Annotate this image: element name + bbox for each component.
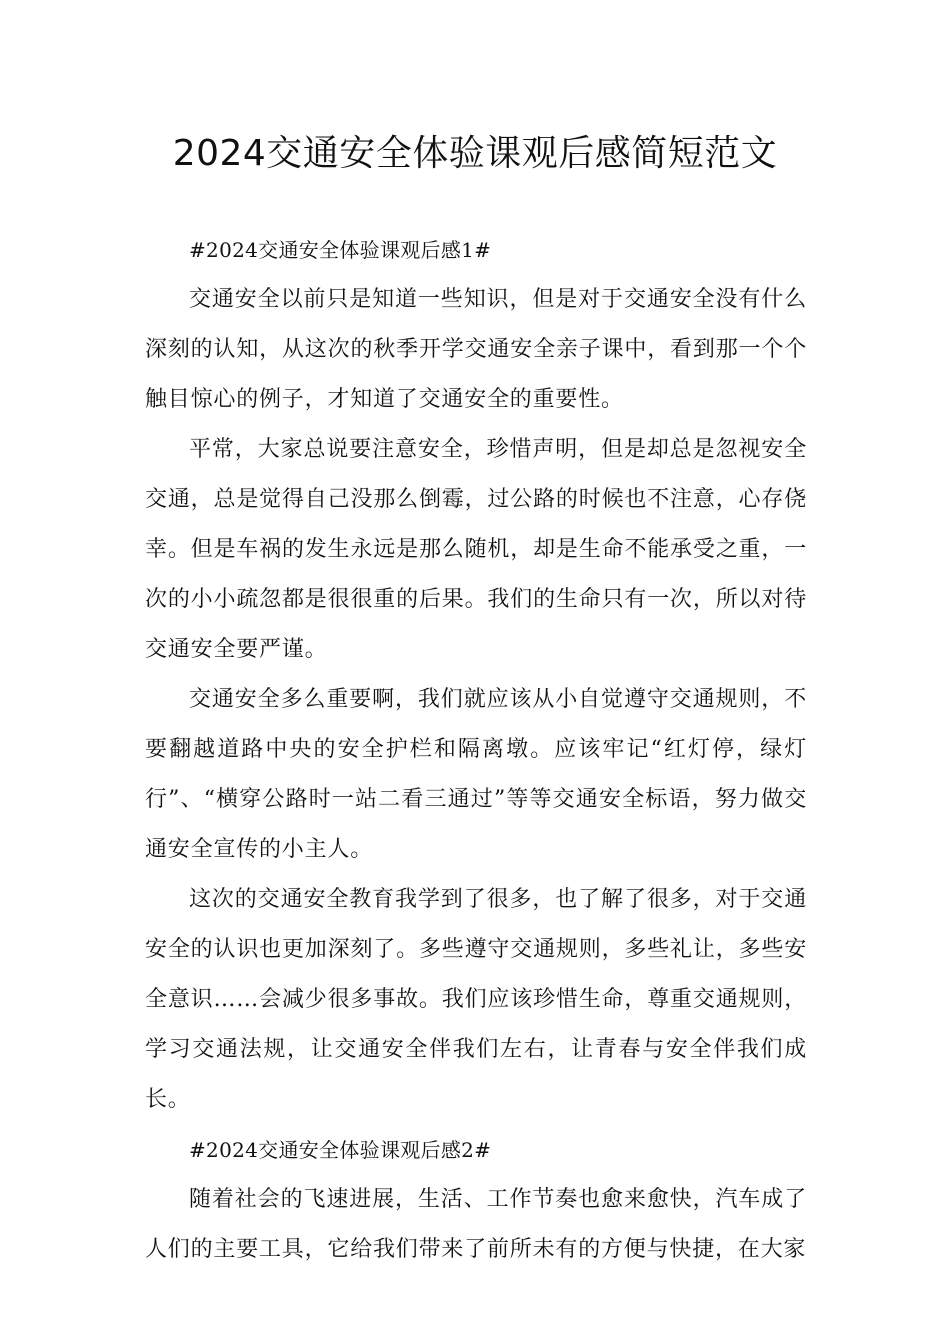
document-body (145, 225, 807, 1275)
document-title: 2024交通安全体验课观后感简短范文 (172, 133, 778, 174)
paragraph: 随着社会的飞速进展，生活、工作节奏也愈来愈快，汽车成了人们的主要工具，它给我们带来了前所未有的方便与快捷，在大家 (145, 1187, 807, 1262)
paragraph: 交通安全多么重要啊，我们就应该从小自觉遵守交通规则，不要翻越道路中央的安全护栏和隔离墩。应该牢记“红灯停，绿灯行”、“横穿公路时一站二看三通过”等等交通安全标语，努力做交通安全宣传的小主人。 (145, 687, 807, 862)
paragraph: 交通安全以前只是知道一些知识，但是对于交通安全没有什么深刻的认知，从这次的秋季开学交通安全亲子课中，看到那一个个触目惊心的例子，才知道了交通安全的重要性。 (145, 287, 807, 412)
section-heading-1: #2024交通安全体验课观后感1# (189, 238, 492, 262)
paragraph: 平常，大家总说要注意安全，珍惜声明，但是却总是忽视安全交通，总是觉得自己没那么倒霉，过公路的时候也不注意，心存侥幸。但是车祸的发生永远是那么随机，却是生命不能承受之重，一次的小小疏忽都是很很重的后果。我们的生命只有一次，所以对待交通安全要严谨。 (145, 437, 807, 662)
paragraph: 这次的交通安全教育我学到了很多，也了解了很多，对于交通安全的认识也更加深刻了。多些遵守交通规则，多些礼让，多些安全意识……会减少很多事故。我们应该珍惜生命，尊重交通规则，学习交通法规，让交通安全伴我们左右，让青春与安全伴我们成长。 (145, 887, 807, 1112)
section-heading-2: #2024交通安全体验课观后感2# (189, 1138, 492, 1162)
